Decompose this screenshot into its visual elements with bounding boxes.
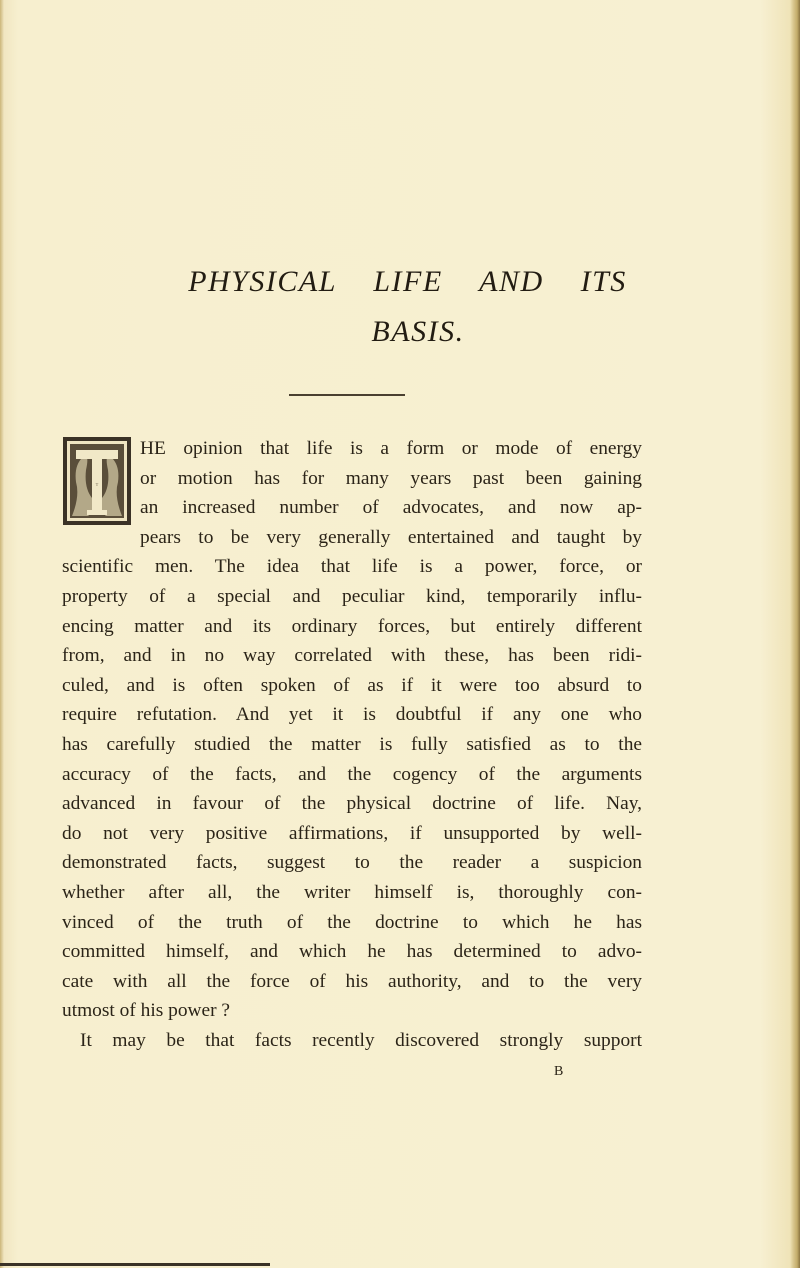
text-line-11: has carefully studied the matter is fully satisfied as to the <box>62 733 642 755</box>
dropcap-letter: T <box>95 482 99 487</box>
text-line-13: advanced in favour of the physical doctrine of life. Nay, <box>62 793 642 815</box>
text-line-7: encing matter and its ordinary forces, but entirely different <box>62 615 642 637</box>
title-divider <box>289 394 405 396</box>
text-line-16: whether after all, the writer himself is, thoroughly con- <box>62 881 642 903</box>
text-line-8: from, and in no way correlated with these, has been ridi- <box>62 645 642 667</box>
page-right-edge <box>790 0 800 1268</box>
text-line-5: scientific men. The idea that life is a power, force, or <box>62 556 642 578</box>
text-line-2: or motion has for many years past been gaining <box>140 467 642 489</box>
chapter-title-line-1: PHYSICAL LIFE AND ITS <box>188 265 627 298</box>
text-line-14: do not very positive affirmations, if unsupported by well- <box>62 822 642 844</box>
text-line-3: an increased number of advocates, and now ap- <box>140 497 642 519</box>
text-line-15: demonstrated facts, suggest to the reader a suspicion <box>62 852 642 874</box>
text-line-12: accuracy of the facts, and the cogency of the arguments <box>62 763 642 785</box>
text-line-17: vinced of the truth of the doctrine to which he has <box>62 911 642 933</box>
text-line-4: pears to be very generally entertained and taught by <box>140 526 642 548</box>
chapter-title-line-2: BASIS. <box>371 315 465 348</box>
signature-mark: B <box>554 1064 564 1079</box>
text-line-19: cate with all the force of his authority, and to the very <box>62 970 642 992</box>
chapter-title <box>0 257 800 357</box>
text-line-6: property of a special and peculiar kind, temporarily influ- <box>62 585 642 607</box>
page-left-edge <box>0 0 4 1268</box>
dropcap-ornament <box>62 436 132 526</box>
text-line-9: culed, and is often spoken of as if it were too absurd to <box>62 674 642 696</box>
text-line-20: utmost of his power ? <box>62 1000 231 1022</box>
body-paragraph <box>62 434 642 1055</box>
bottom-rule <box>0 1263 270 1266</box>
text-line-21: It may be that facts recently discovered strongly support <box>80 1029 642 1051</box>
text-line-18: committed himself, and which he has determined to advo- <box>62 941 642 963</box>
text-line-10: require refutation. And yet it is doubtful if any one who <box>62 704 642 726</box>
text-line-1: HE opinion that life is a form or mode of energy <box>140 438 642 459</box>
